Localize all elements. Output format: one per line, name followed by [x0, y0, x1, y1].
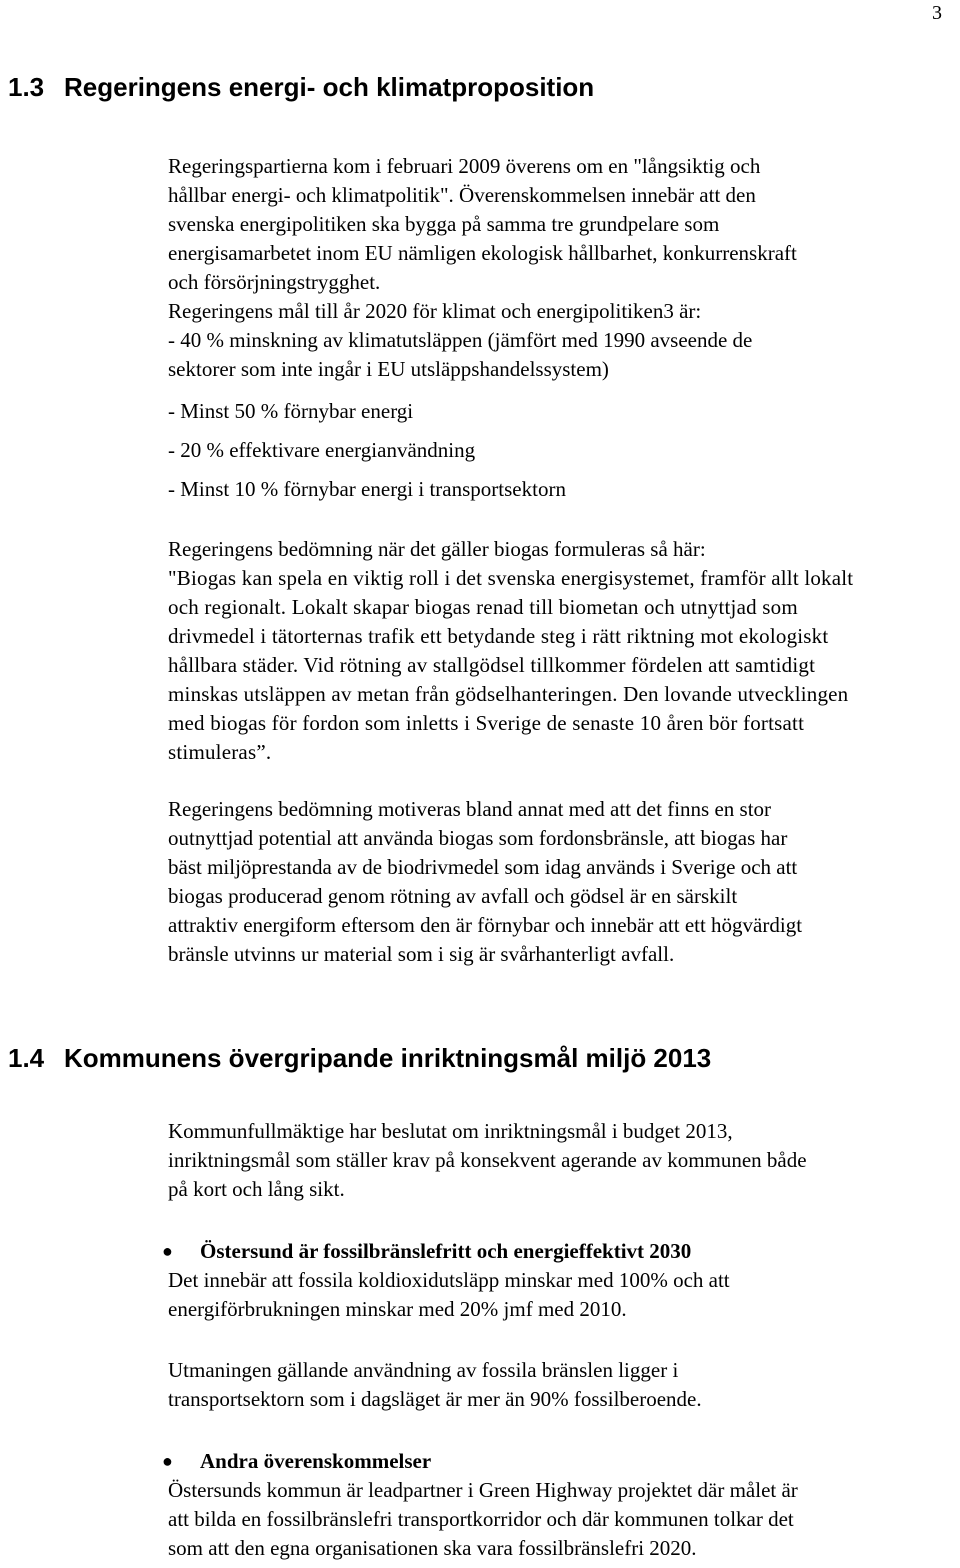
text-line: Regeringspartierna kom i februari 2009 överens om en "långsiktig och	[168, 154, 761, 178]
goal-text: - 20 % effektivare energianvändning	[168, 438, 476, 462]
biogas-quote	[168, 564, 958, 767]
goal-item	[168, 436, 958, 465]
text-line: sektorer som inte ingår i EU utsläppshandelssystem)	[168, 357, 609, 381]
goal-item	[168, 475, 958, 504]
text-line: hållbara städer. Vid rötning av stallgödsel tillkommer fördelen att samtidigt	[168, 653, 816, 677]
text-line: "Biogas kan spela en viktig roll i det svenska energisystemet, framför allt lokalt	[168, 566, 854, 590]
section-number: 1.3	[8, 72, 45, 102]
text-line: Östersunds kommun är leadpartner i Green Highway projektet där målet är	[168, 1478, 798, 1502]
bullet-item	[162, 1237, 958, 1324]
text-line: minskas utsläppen av metan från gödselhanteringen. Den lovande utvecklingen	[168, 682, 849, 706]
text-line: som att den egna organisationen ska vara fossilbränslefri 2020.	[168, 1536, 697, 1560]
section-1-4-paragraph-2	[168, 1356, 958, 1414]
text-line: Kommunfullmäktige har beslutat om inriktningsmål i budget 2013,	[168, 1119, 733, 1143]
bullet-title: Östersund är fossilbränslefritt och energieffektivt 2030	[200, 1239, 692, 1263]
text-line: - 40 % minskning av klimatutsläppen (jämfört med 1990 avseende de	[168, 328, 753, 352]
section-1-3-heading	[8, 72, 594, 102]
bullet-icon: ●	[162, 1241, 173, 1261]
page-number: 3	[932, 2, 942, 24]
text-line: Det innebär att fossila koldioxidutsläpp minskar med 100% och att	[168, 1268, 730, 1292]
text-line: och regionalt. Lokalt skapar biogas renad till biometan och utnyttjad som	[168, 595, 798, 619]
text-line: med biogas för fordon som inletts i Sverige de senaste 10 åren bör fortsatt	[168, 711, 805, 735]
goal-text: - Minst 50 % förnybar energi	[168, 399, 414, 423]
section-1-4-paragraph-1	[168, 1117, 958, 1204]
text-line: inriktningsmål som ställer krav på konsekvent agerande av kommunen både	[168, 1148, 807, 1172]
text-line: Regeringens bedömning motiveras bland annat med att det finns en stor	[168, 797, 772, 821]
text-line: bäst miljöprestanda av de biodrivmedel som idag används i Sverige och att	[168, 855, 798, 879]
text-line: bränsle utvinns ur material som i sig är svårhanterligt avfall.	[168, 942, 675, 966]
text-line: att bilda en fossilbränslefri transportkorridor och där kommunen tolkar det	[168, 1507, 794, 1531]
text-line: energisamarbetet inom EU nämligen ekologisk hållbarhet, konkurrenskraft	[168, 241, 797, 265]
assessment-intro	[168, 535, 958, 564]
text-line: biogas producerad genom rötning av avfall och gödsel är en särskilt	[168, 884, 738, 908]
text-line: och försörjningstrygghet.	[168, 270, 381, 294]
text-line: Utmaningen gällande användning av fossila bränslen ligger i	[168, 1358, 679, 1382]
section-title: Kommunens övergripande inriktningsmål miljö 2013	[64, 1043, 712, 1073]
text-line: attraktiv energiform eftersom den är förnybar och innebär att ett högvärdigt	[168, 913, 803, 937]
section-1-3-paragraph-1	[168, 152, 958, 384]
goal-text: - Minst 10 % förnybar energi i transportsektorn	[168, 477, 566, 501]
bullet-title: Andra överenskommelser	[200, 1449, 432, 1473]
goal-item	[168, 397, 958, 426]
text-line: Regeringens mål till år 2020 för klimat och energipolitiken3 är:	[168, 299, 702, 323]
text-line: svenska energipolitiken ska bygga på samma tre grundpelare som	[168, 212, 720, 236]
text-line: energiförbrukningen minskar med 20% jmf med 2010.	[168, 1297, 627, 1321]
section-title: Regeringens energi- och klimatproposition	[64, 72, 595, 102]
bullet-item	[162, 1447, 958, 1563]
section-1-4-heading	[8, 1043, 711, 1073]
section-1-3-paragraph-3	[168, 795, 958, 969]
text-line: drivmedel i tätorternas trafik ett betydande steg i rätt riktning mot ekologiskt	[168, 624, 829, 648]
section-number: 1.4	[8, 1043, 45, 1073]
text-line: Regeringens bedömning när det gäller biogas formuleras så här:	[168, 537, 706, 561]
text-line: stimuleras”.	[168, 740, 272, 764]
text-line: outnyttjad potential att använda biogas som fordonsbränsle, att biogas har	[168, 826, 788, 850]
text-line: på kort och lång sikt.	[168, 1177, 345, 1201]
text-line: transportsektorn som i dagsläget är mer än 90% fossilberoende.	[168, 1387, 702, 1411]
text-line: hållbar energi- och klimatpolitik". Överenskommelsen innebär att den	[168, 183, 756, 207]
bullet-icon: ●	[162, 1451, 173, 1471]
